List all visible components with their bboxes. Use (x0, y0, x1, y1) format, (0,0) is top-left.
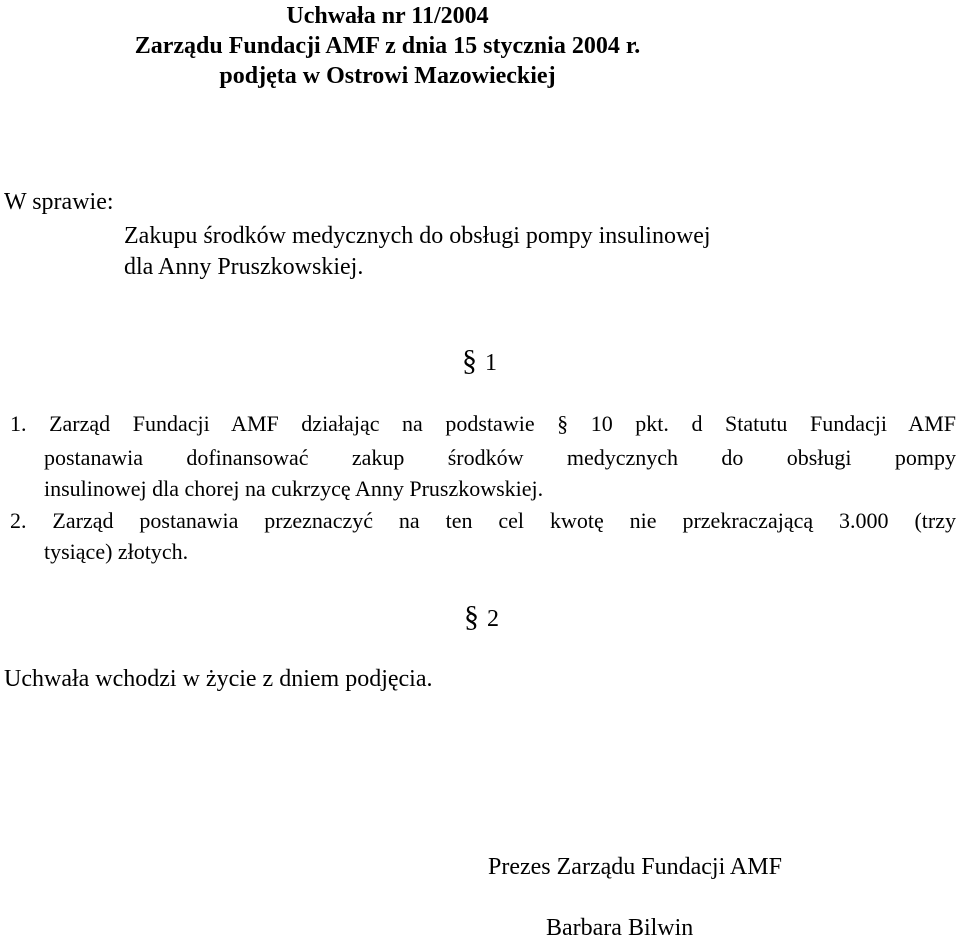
subject-label: W sprawie: (4, 189, 114, 215)
section-number: 1 (485, 350, 497, 376)
resolution-place: podjęta w Ostrowi Mazowieckiej (219, 63, 556, 89)
resolution-number: Uchwała nr 11/2004 (286, 3, 489, 29)
paragraph-line: insulinowej dla chorej na cukrzycę Anny Pruszkowskiej. (44, 476, 544, 501)
paragraph-line: tysiące) złotych. (44, 539, 189, 564)
section-2-heading (464, 602, 499, 634)
subject-line-1: Zakupu środków medycznych do obsługi pompy insulinowej (124, 223, 711, 249)
paragraph-line: 2. Zarząd postanawia przeznaczyć na ten cel kwotę nie przekraczającą 3.000 (trzy (10, 508, 956, 533)
section-symbol: § (462, 344, 477, 377)
effective-date-statement: Uchwała wchodzi w życie z dniem podjęcia. (4, 666, 433, 692)
section-1-heading (462, 346, 497, 378)
resolution-issuer-date: Zarządu Fundacji AMF z dnia 15 stycznia 2004 r. (134, 33, 641, 59)
signatory-name: Barbara Bilwin (546, 915, 694, 941)
section-number: 2 (487, 606, 499, 632)
paragraph-line: postanawia dofinansować zakup środków medycznych do obsługi pompy (44, 445, 956, 470)
signatory-title: Prezes Zarządu Fundacji AMF (488, 854, 782, 880)
paragraph-line: 1. Zarząd Fundacji AMF działając na podstawie § 10 pkt. d Statutu Fundacji AMF (10, 411, 956, 436)
subject-line-2: dla Anny Pruszkowskiej. (124, 254, 364, 280)
section-symbol: § (464, 600, 479, 633)
